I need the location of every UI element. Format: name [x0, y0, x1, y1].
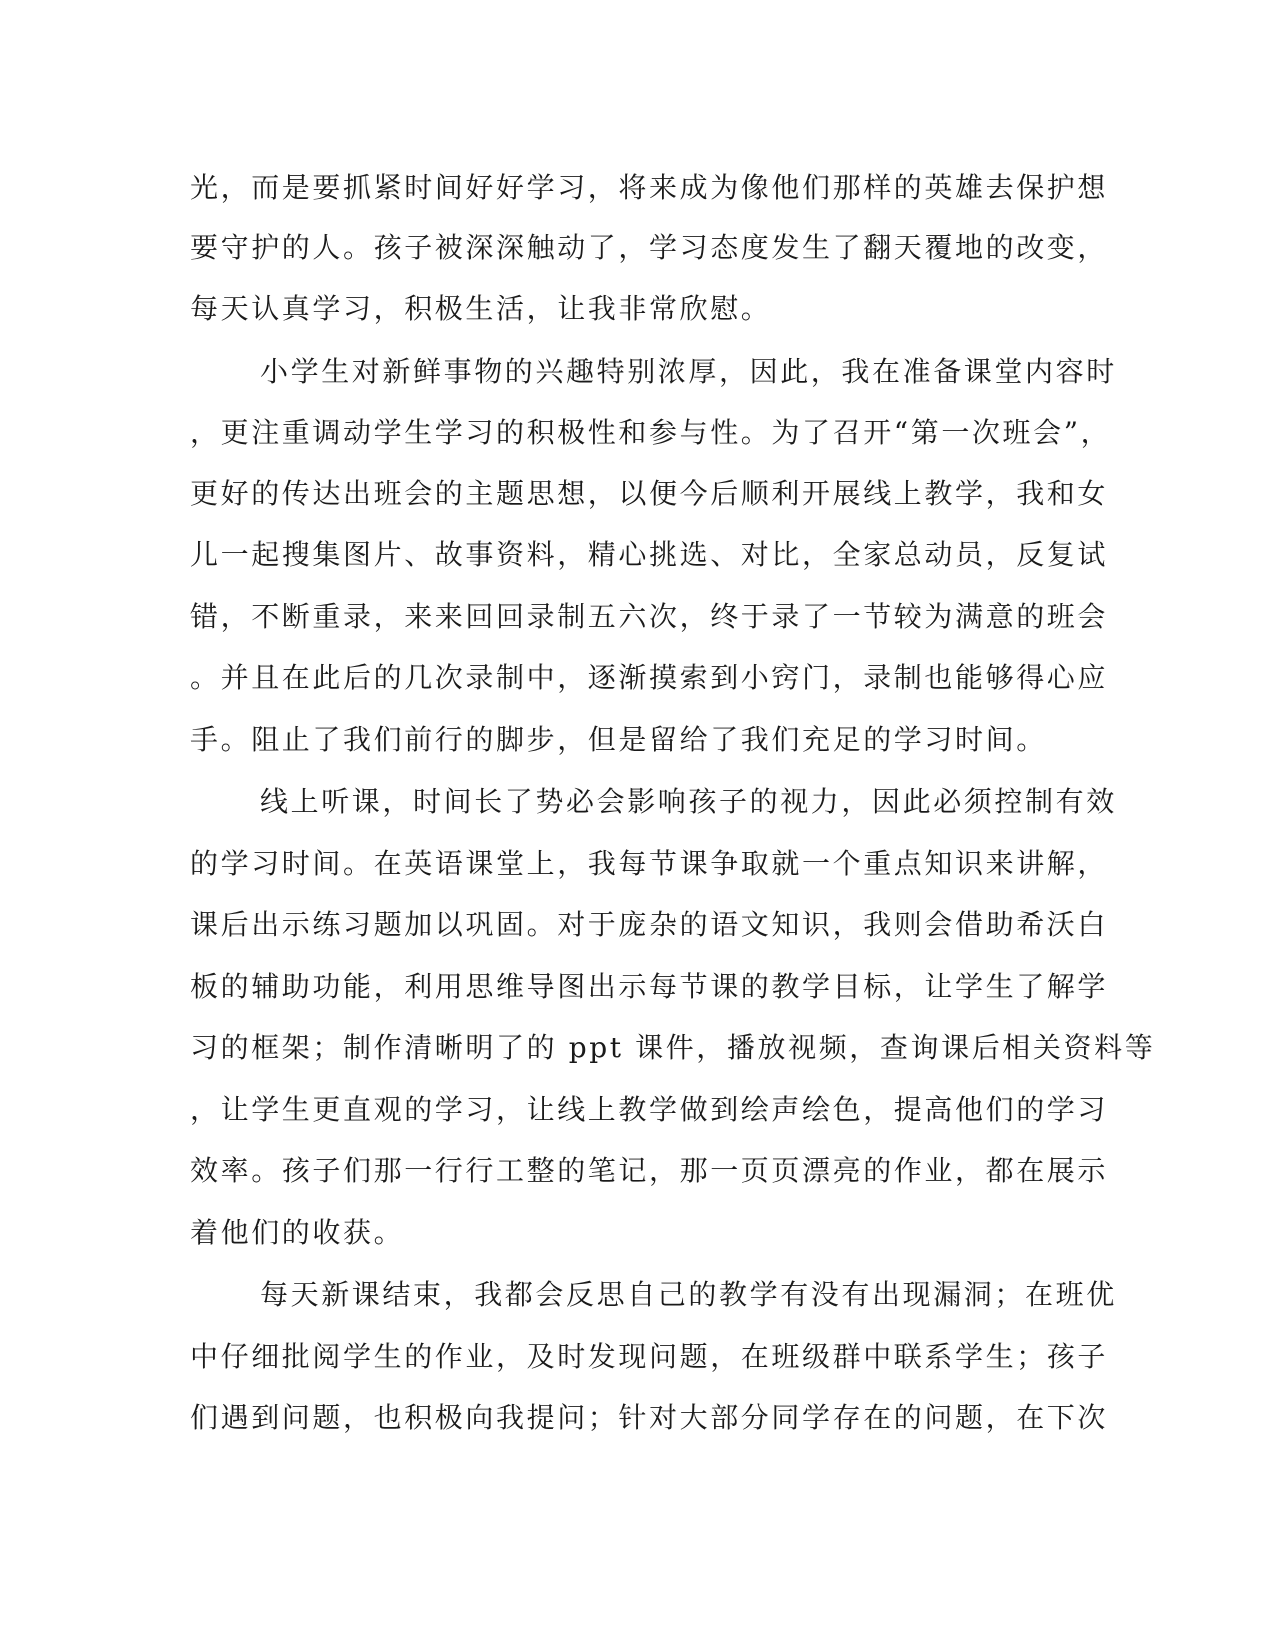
text-line: 的学习时间。在英语课堂上，我每节课争取就一个重点知识来讲解， — [190, 847, 1109, 880]
text-line: 手。阻止了我们前行的脚步，但是留给了我们充足的学习时间。 — [190, 723, 1047, 756]
paragraph-first-line: 线上听课，时间长了势必会影响孩子的视力，因此必须控制有效 — [260, 785, 1117, 818]
text-line: 效率。孩子们那一行行工整的笔记，那一页页漂亮的作业，都在展示 — [190, 1154, 1109, 1187]
text-line: 更好的传达出班会的主题思想，以便今后顺利开展线上教学，我和女 — [190, 477, 1109, 510]
text-line: 每天认真学习，积极生活，让我非常欣慰。 — [190, 292, 772, 325]
text-line: 中仔细批阅学生的作业，及时发现问题，在班级群中联系学生；孩子 — [190, 1340, 1109, 1373]
text-line: 要守护的人。孩子被深深触动了，学习态度发生了翻天覆地的改变， — [190, 231, 1109, 264]
text-line: 着他们的收获。 — [190, 1216, 405, 1249]
text-line: 。并且在此后的几次录制中，逐渐摸索到小窍门，录制也能够得心应 — [190, 661, 1109, 694]
text-line: 儿一起搜集图片、故事资料，精心挑选、对比，全家总动员，反复试 — [190, 538, 1109, 571]
text-line: 板的辅助功能，利用思维导图出示每节课的教学目标，让学生了解学 — [190, 970, 1109, 1003]
text-line: ，让学生更直观的学习，让线上教学做到绘声绘色，提高他们的学习 — [190, 1093, 1109, 1126]
paragraph-first-line: 每天新课结束，我都会反思自己的教学有没有出现漏洞；在班优 — [260, 1278, 1117, 1311]
paragraph-first-line: 小学生对新鲜事物的兴趣特别浓厚，因此，我在准备课堂内容时 — [260, 355, 1117, 388]
text-line: 错，不断重录，来来回回录制五六次，终于录了一节较为满意的班会 — [190, 600, 1109, 633]
text-line: 们遇到问题，也积极向我提问；针对大部分同学存在的问题，在下次 — [190, 1401, 1109, 1434]
text-line: 光，而是要抓紧时间好好学习，将来成为像他们那样的英雄去保护想 — [190, 171, 1109, 204]
text-line: 习的框架；制作清晰明了的 ppt 课件，播放视频，查询课后相关资料等 — [190, 1031, 1156, 1064]
text-line: ，更注重调动学生学习的积极性和参与性。为了召开“第一次班会”， — [190, 416, 1112, 449]
text-line: 课后出示练习题加以巩固。对于庞杂的语文知识，我则会借助希沃白 — [190, 908, 1109, 941]
